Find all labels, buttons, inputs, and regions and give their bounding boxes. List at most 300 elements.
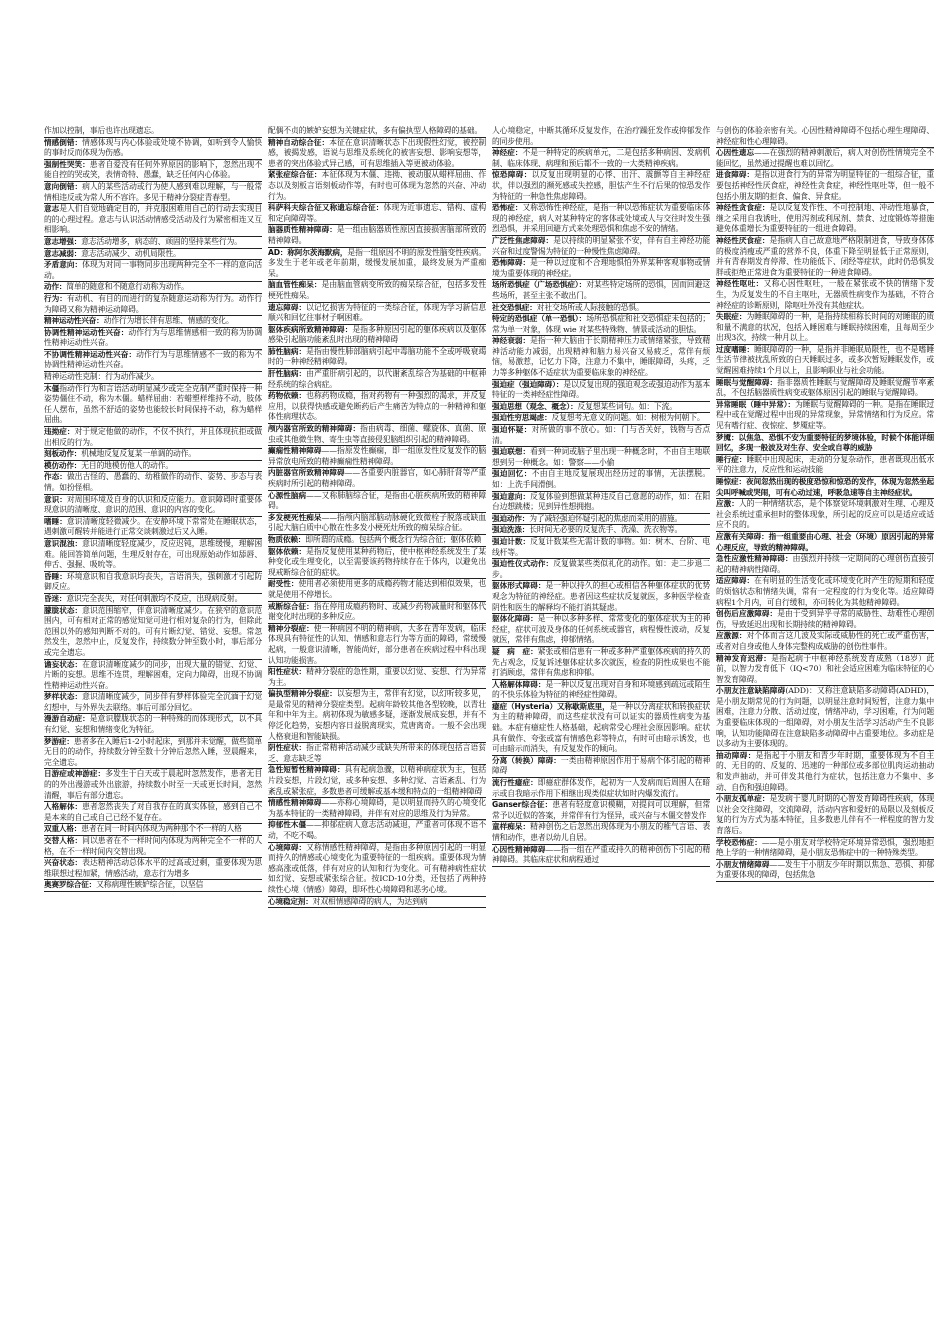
glossary-entry — [492, 614, 710, 647]
glossary-entry — [492, 800, 710, 822]
glossary-entry — [492, 402, 710, 414]
entry-definition: 指在停用成瘾药物时、或减少药物减量时和躯体代谢变化时出现的多种反应。 — [268, 601, 486, 622]
entry-definition: 意志活动增多，病态的、顽固的坚持某些行为。 — [81, 236, 242, 246]
entry-term: 神经性贪食症： — [716, 203, 770, 213]
glossary-entry — [44, 802, 262, 824]
glossary-entry — [44, 282, 262, 294]
entry-definition: 是指以进食行为的异常为明显特征的一组综合征，重要包括神经性厌食症，神经性贪食症，神经性呕吐等，但一般不包括小朋友期的拒食、偏食、异食症。 — [716, 170, 934, 201]
entry-term: 适应障碍： — [716, 576, 755, 586]
glossary-entry — [44, 138, 262, 160]
glossary-entry — [268, 248, 486, 281]
entry-term: 应激有关障碍：指一组重要由心理、社会（环境）原因引起的异常心理反应，导致的精神障碍。 — [716, 531, 934, 552]
entry-definition: 精神运动性克制：行为动作减少。 — [44, 372, 159, 382]
entry-definition: ——在强烈的精神刺激后，病人对创伤性情境完全不能回忆，虽然通过提醒也难以回忆。 — [716, 148, 934, 168]
entry-definition: 反复想某些词句。如：下流。 — [577, 401, 677, 411]
glossary-entry — [492, 581, 710, 614]
glossary-entry — [492, 702, 710, 756]
entry-definition: 意识清晰度减少，同步伴有梦样体验完全沉湎于幻觉幻想中，与外界失去联络。事后可部分回忆。 — [44, 692, 262, 712]
entry-term: 睡惊症：夜间忽然出现的极度恐惊和惊恐的发作，体现为忽然坐起尖叫呼喊或哭闹，可有心动过速，呼吸急速等自主神经症状。 — [716, 477, 934, 497]
entry-term: 抽动障碍： — [716, 750, 756, 760]
glossary-entry — [44, 769, 262, 802]
entry-term: 强迫性仪式动作： — [492, 559, 554, 569]
entry-definition: 对某些特定场所的恐惧，因而回避这些场所，甚至主张不敢出门。 — [492, 280, 710, 300]
entry-definition: 是一种以过度和不合理地惧怕外界某种客观事物或情境为重要体现的神经症。 — [492, 258, 710, 278]
entry-definition: 是一种以反复出现对自身和环境感到疏远或陌生的不快乐体验为特征的神经症性障碍。 — [492, 679, 710, 700]
glossary-entry — [268, 624, 486, 667]
entry-definition: 是指病人自己故意地严格限制进食，导致身体体的极度消瘦或严重的营养不良，体重下降至明显低于正常原则，并有青春期发育停滞、性功能低下、闭经等症状，此时仍恐惧发胖或拒绝正常进食为重要特征的一种进食障碍。 — [716, 235, 934, 277]
entry-term: 阴性症状： — [268, 743, 307, 753]
glossary-entry — [44, 237, 262, 249]
glossary-entry — [44, 539, 262, 572]
entry-term: 违拗症： — [44, 427, 75, 437]
glossary-entry — [492, 525, 710, 537]
glossary-entry — [716, 126, 934, 148]
entry-definition: ——亦称心境障碍，是以明显而持久的心境变化为基本特征的一类精神障碍，并伴有对应的思维及行为异常。 — [268, 798, 486, 818]
glossary-entry — [44, 517, 262, 539]
entry-term: 小朋友孤单症： — [716, 794, 770, 804]
entry-term: 昏迷： — [44, 593, 67, 603]
glossary-entry — [268, 468, 486, 490]
entry-definition: 是一种以多种多样、常常变化的躯体症状为主的神经症，症状可波及身体的任何系统或器官，病程慢性波动，反复就医，常伴有焦虑，抑郁情绪。 — [492, 614, 710, 645]
glossary-entry — [44, 449, 262, 461]
entry-definition: 动作行为与思维情感不一致的称为不协调性精神运动性兴奋。 — [44, 349, 262, 370]
entry-term: 强迫怀疑： — [492, 425, 532, 435]
entry-definition: 患者有轻度意识模糊，对提问可以理解，但常常予以近似的答案，并常伴有行为怪异，或兴奋与木僵交替发作 — [492, 800, 710, 820]
entry-definition: 长时间无必要的反复洗手、洗澡、洗衣物等。 — [529, 525, 683, 535]
entry-definition: 又称心因性呕吐，一般在紧张或不快的情绪下发生，为反复发生的不自主呕吐，无器质性病变作为基础，不符合神经症的诊断原则，除呕吐外没有其他症状。 — [716, 279, 934, 310]
entry-term: 遗忘障碍： — [268, 302, 307, 312]
entry-definition: 精神创伤之后忽然出现体现为小朋友的稚气言语、表情和动作，患者以幼儿自居。 — [492, 822, 710, 842]
glossary-entry — [716, 860, 934, 882]
entry-term: 心境障碍： — [268, 842, 307, 852]
entry-definition: 反复体验到想做某种违反自己意愿的动作，如：在阳台边想跳楼；见到异性想拥抱。 — [492, 491, 710, 512]
glossary-entry — [716, 532, 934, 554]
entry-definition: ——指一组在严重或持久的精神创伤下引起的精神障碍。其临床症状和病程通过 — [492, 844, 710, 865]
document-page — [44, 126, 938, 1334]
glossary-entry — [268, 369, 486, 391]
entry-term: 失眠症： — [716, 312, 747, 322]
glossary-entry — [716, 686, 934, 751]
glossary-entry — [716, 609, 934, 631]
glossary-entry — [716, 148, 934, 170]
glossary-entry — [492, 258, 710, 280]
glossary-entry — [268, 203, 486, 225]
glossary-entry — [492, 413, 710, 425]
entry-term: 小朋友注意缺陷障碍 — [716, 686, 786, 696]
glossary-entry — [44, 472, 262, 494]
glossary-entry — [44, 660, 262, 693]
entry-term: 精神分裂症： — [268, 623, 314, 633]
entry-term: 戒断综合征： — [268, 601, 314, 611]
entry-term: 颅内器官所致的精神障碍： — [268, 424, 361, 434]
entry-term: 多发梗死性痴呆 — [268, 512, 322, 522]
entry-definition: 表达精神活动总体水平的过高或过剩，重要体现为思维联想过程加紧，情感活动，意志行为增多 — [44, 858, 262, 878]
entry-term: 疑 病 症： — [492, 646, 538, 656]
entry-term: 分离（转换）障碍： — [492, 755, 561, 765]
entry-definition: 具有起病急骤，以精神病症状为主，包括片段妄想，片段幻觉，或多种妄想、多种幻觉、言语紊乱、行为紊乱或紧张症，多数患者可缓解或基本缓和特点的一组精神障碍 — [268, 765, 486, 796]
entry-term: Ganser综合征： — [492, 800, 553, 810]
entry-definition: 看到一种词或脑子里出现一种概念时，不由自主地联想到另一种概念。如：警察——小偷 — [492, 447, 710, 467]
entry-definition: 意识完全丧失，对任何刺激均不反应，出现病反射。 — [66, 593, 243, 603]
glossary-entry — [44, 182, 262, 204]
glossary-entry — [716, 170, 934, 203]
entry-definition: 体现为近事遗忘、错构、虚构和定向障碍等。 — [268, 203, 486, 223]
glossary-entry — [44, 461, 262, 473]
entry-definition: 指正常精神活动减少或缺失所带来的体现包括言语贫乏、意志缺乏等 — [268, 743, 486, 763]
entry-definition: 指由病毒、细菌、螺旋体、真菌、原虫或其他微生物、寄生虫等直接侵犯脑组织引起的精神障碍。 — [268, 424, 486, 444]
entry-term: 躯体形式障碍： — [492, 581, 546, 591]
entry-term: 躯体化障碍： — [492, 614, 538, 624]
entry-definition: 是指多种原因引起的躯体疾病以及躯体感染引起脑功能紊乱时出现的精神障碍 — [268, 324, 486, 345]
entry-definition: 又称病理性嫉妒综合征，以坚信 — [96, 880, 204, 890]
entry-term: 睡行症： — [716, 454, 747, 464]
glossary-entry — [716, 279, 934, 312]
entry-definition: 是指反复使用某种药物后，使中枢神经系统发生了某种变化或生理变化，以至需要该药物持续存在于体内，以避免出现戒断综合征的症状。 — [268, 546, 486, 577]
entry-definition: 患者在同一时间内体现为两种那个不一样的人格 — [81, 824, 242, 834]
entry-definition: 是指一种大脑由于长期精神压力或情绪紧张，导致精神活动能力减弱，出现精神和脑力易兴奋又易疲乏，常伴有烦恼，易激惹，记忆力下降，注意力不集中，睡眠障碍，头疼，乏力等多种躯体不适症状为重要临床象的神经症。 — [492, 336, 710, 378]
entry-term: 肺性脑病： — [268, 346, 307, 356]
entry-definition: 即所谓的成瘾。包括两个概念行为综合征；躯体依赖 — [305, 534, 482, 544]
entry-definition: 以反复出现明显的心悸、出汗、震颤等自主神经症状，伴以强烈的濒死感或失控感，胆怯产生不行后果的惊恐发作为特征的一种急性焦虑障碍。 — [492, 170, 710, 201]
entry-definition: 为睡眠障碍的一种，是指持续相称长时间的对睡眠的质和量不满意的状况，包括入睡困难与睡眠持续困难，且每周至少出现3次，持续一种月以上。 — [716, 312, 934, 343]
glossary-entry — [716, 477, 934, 499]
entry-term: 癔症（Hysteria）又称歇斯底里， — [492, 701, 610, 711]
entry-definition: 是由于受到异乎寻常的威胁性、劫难性心理创伤，导致延迟出现和长期持续的精神障碍。 — [716, 609, 934, 629]
entry-definition: 反复计数某些无需计数的事物。如：树木、台阶、电线杆等。 — [492, 536, 710, 557]
entry-term: 双重人格： — [44, 824, 82, 834]
entry-term: 昏睡： — [44, 571, 67, 581]
entry-term: 癫痫性精神障碍 — [268, 446, 322, 456]
glossary-entry — [268, 303, 486, 325]
glossary-entry — [44, 372, 262, 384]
entry-term: 场所恐惧症（广场恐惧症）： — [492, 280, 587, 290]
glossary-entry — [716, 576, 934, 609]
glossary-entry — [492, 170, 710, 203]
glossary-entry — [492, 647, 710, 680]
text-column-3 — [492, 126, 710, 1334]
entry-term: 意识： — [44, 494, 67, 504]
entry-term: 人格解体： — [44, 802, 83, 812]
entry-term: 神经性厌食症： — [716, 235, 770, 245]
entry-term: 脑血管性痴呆： — [268, 280, 322, 290]
glossary-entry — [44, 714, 262, 736]
entry-definition: 睡眠中出现起床，走动的分复杂动作，患者既现出低水平的注意力，反应性和运动技能 — [716, 454, 934, 475]
entry-term: 急性应激性精神障碍： — [716, 554, 793, 564]
entry-term: 梦游症： — [44, 736, 74, 746]
glossary-entry — [268, 667, 486, 689]
entry-definition: 指动作行为和言语活动明显减少或完全克制严重时保持一种姿势僵住不动，称为木僵。蜡样屈曲：若蜡塑样维持不动，肢体任人摆布，虽然不舒适的姿势也能较长时间保持不动，称为蜡样屈曲。 — [44, 383, 262, 425]
entry-definition: ——指颅内脑部脑动脉硬化致微栓子脱落或缺血引起大脑白质中心散在性多发小梗死灶所致的痴呆综合征。 — [268, 512, 486, 533]
entry-term: 强制性哭笑： — [44, 159, 90, 169]
entry-definition: 是一组由脑器质性原因直接损害脑部所致的精神障碍。 — [268, 225, 486, 245]
entry-definition: ——指原发性癫痫，即一组原发性反复发作的脑异常放电所致的精神癫痫性精神障碍。 — [268, 446, 486, 466]
glossary-entry — [492, 126, 710, 148]
entry-term: 特定的恐惧症（单一恐惧）： — [492, 314, 587, 324]
glossary-entry — [268, 225, 486, 247]
text-column-2 — [268, 126, 486, 1334]
entry-definition: 对双相情感障碍的病人，为达到病 — [312, 896, 428, 906]
entry-definition: 对所做的事不放心。如：门与否关好，钱物与否点清。 — [492, 425, 710, 445]
entry-term: 意志 — [44, 204, 60, 214]
entry-term: 漫游自动症： — [44, 714, 90, 724]
glossary-entry — [44, 692, 262, 714]
glossary-entry — [716, 345, 934, 378]
glossary-entry — [268, 491, 486, 513]
entry-definition: 是意识朦胧状态的一种特殊的而体现形式，以不具有幻觉、妄想和情绪变化为特征。 — [44, 714, 262, 735]
glossary-entry — [492, 559, 710, 581]
glossary-entry — [492, 336, 710, 379]
glossary-entry — [716, 236, 934, 279]
glossary-entry — [716, 554, 934, 576]
glossary-entry — [44, 294, 262, 316]
entry-definition: 场所恐惧症和社交恐惧症未包括的；常为单一对象，体现 wie 对某些特殊物、情景或活动的胆怯。 — [492, 314, 710, 334]
glossary-entry — [268, 743, 486, 765]
glossary-entry — [492, 447, 710, 469]
entry-definition: 是发病于婴儿时期的心智发育障碍性疾病，体现以社会交往障碍，交流障碍，活动内容和爱好的局限以及刻板反复的行为方式为基本特征，且多数患儿伴有不一样程度的智力发育落后。 — [716, 794, 934, 835]
glossary-entry — [268, 391, 486, 424]
entry-term: 科萨科夫综合征又称遗忘综合征： — [268, 203, 384, 213]
glossary-entry — [716, 203, 934, 236]
entry-term: 抑郁性木僵 — [268, 820, 307, 830]
entry-term: 广泛性焦虑障碍： — [492, 235, 554, 245]
entry-term: 耐受性： — [268, 579, 299, 589]
glossary-entry — [492, 280, 710, 302]
entry-definition: 是人们自觉地确定目的，并克服困难用自己的行动去实现目的的心理过程。意志与认识活动情感受活动及行为紧密相连又互相影响。 — [44, 204, 262, 235]
entry-definition: 意识清晰度轻度减少，反应迟钝，思维缓慢，理解困难。能回答简单问题，生理反射存在，可出现原始动作如舔唇、伸舌、强握、吸吮等。 — [44, 538, 262, 570]
entry-term: 童样痴呆： — [492, 822, 531, 832]
entry-definition: 简单的随意和不随意行动称为动作。 — [66, 282, 189, 292]
entry-definition: 动作行为增长伴有思维、情感的变化。 — [103, 316, 234, 326]
entry-term: 情感性精神障碍 — [268, 798, 322, 808]
entry-definition: 人心境稳定，中断其循环反复发作，在治疗躁狂发作或抑郁发作的同步使用。 — [492, 126, 710, 146]
entry-definition: 即癔症群体发作，起初为一人发病而后周围人在暗示或自我暗示作用下相继出现类似症状如时内爆发流行。 — [492, 778, 710, 798]
entry-term: 神经症： — [492, 148, 523, 158]
entry-term: 矛盾意向： — [44, 260, 83, 270]
entry-definition: 环境意识和自我意识均丧失，言语消失，强刺激才引起防御反应。 — [44, 571, 262, 592]
entry-term: 创伤后应激障碍： — [716, 609, 778, 619]
entry-definition: 多发生于白天或于晨起时忽然发作，患者无目的的外出漫游或外出旅游，持续数小时至一天或更长时间，忽然清醒，事后有部分遗忘。 — [44, 769, 262, 800]
entry-definition: 体现为对同一事物同步出现两种完全不一样的意向活动。 — [44, 260, 262, 280]
glossary-entry — [268, 280, 486, 302]
entry-definition: 动作行为与思维情感相一致的称为协调性精神运动性兴奋。 — [44, 327, 262, 348]
entry-term: 社交恐惧症： — [492, 302, 537, 312]
entry-definition: 由强烈并持续一定期间的心理创伤直接引起的精神病性障碍。 — [716, 554, 934, 574]
entry-definition: 一类由精神原因作用于易病个体引起的精神障碍 — [492, 755, 710, 776]
entry-definition: 不由自主地反复展现出经历过的事情，无法摆脱。如：上洗手间滑倒。 — [492, 469, 710, 489]
entry-term: 强迫性穷思竭虑： — [492, 413, 552, 423]
glossary-entry — [44, 384, 262, 427]
entry-term: 精神发育迟滞： — [716, 653, 772, 663]
entry-definition: 睡眠障碍的一种，是指并非睡眠局限性，也不是嗜睡生活节律被扰乱所致的白天睡眠过多，或多次暂短睡眠发作，或觉醒困难持续1个月以上，且影响职业与社会功能。 — [716, 344, 934, 376]
entry-term: 心因性精神障碍 — [492, 844, 546, 854]
glossary-entry — [492, 380, 710, 402]
entry-term: 神经衰弱： — [492, 336, 531, 346]
glossary-entry — [268, 535, 486, 547]
entry-term: 异常睡眠（睡中异常）： — [716, 399, 795, 409]
glossary-entry — [492, 845, 710, 867]
entry-term: 意识混浊： — [44, 538, 83, 548]
glossary-entry — [716, 794, 934, 837]
entry-term: 睡眠与觉醒障碍： — [716, 377, 778, 387]
text-column-4 — [716, 126, 934, 1334]
entry-definition: 本征体现为木僵、违拗、被动服从蜡样屈曲、作态以及刻板言语刻板动作等，有时也可体现为忽然的兴奋、冲动行为。 — [268, 170, 486, 201]
glossary-entry — [716, 312, 934, 345]
entry-definition: 意志活动减少、动机局限性。 — [81, 248, 181, 258]
entry-term: 恐怖障碍： — [492, 258, 531, 268]
entry-term: 流行性癔症： — [492, 778, 538, 788]
glossary-entry — [268, 765, 486, 798]
entry-term: 惊恐障碍： — [492, 170, 532, 180]
glossary-entry — [268, 325, 486, 347]
glossary-entry — [268, 170, 486, 203]
entry-definition: 反复想考无意义的问题。如：树根为何朝下。 — [551, 413, 705, 423]
entry-definition: 人的一种情绪状态，是个体察觉环境刺激对生理、心理及社会系统过重承担时的整体现象，所引起的反应可以是适应或适应不良的。 — [716, 499, 934, 530]
glossary-entry — [492, 148, 710, 170]
entry-definition: 无目的地模仿他人的动作。 — [81, 460, 173, 470]
entry-definition: ——抑郁症病人意志活动减退，严重者可体现不语不动，不吃不喝。 — [268, 820, 486, 840]
entry-definition: 是指起于小朋友和青少年时期，重要体现为不自主的、无目的的、反复的、迅速的一种部位或多部位肌肉运动抽动和发声抽动，并可伴发其他行为症状，包括注意力不集中、多动、自伤和强迫障碍。 — [716, 750, 934, 792]
entry-definition: 是以反复发作性、不可控制地、冲动性地暴食，继之采用自我诱吐，使用泻剂或利尿剂、禁食、过度锻炼等措施避免体重增长为重要特征的一组进食障碍。 — [716, 203, 934, 234]
entry-term: 谵妄状态： — [44, 659, 83, 669]
entry-term: AD：称阿尔茨海默病， — [268, 247, 348, 257]
entry-term: 小朋友情绪障碍 — [716, 859, 770, 869]
entry-definition: 精神分裂症的急性期，重要以幻觉、妄想、行为异常为主。 — [268, 667, 486, 687]
entry-definition: 患者自爱没有任何外界原因的影响下，忽然出现不能自控的哭或笑，表情奇特、愚蠢，缺乏任何内心体验。 — [44, 159, 262, 180]
glossary-entry — [268, 446, 486, 468]
entry-term: 躯体疾病所致精神障碍： — [268, 324, 353, 334]
glossary-entry — [268, 820, 486, 842]
entry-term: 日游症或神游症： — [44, 769, 106, 779]
entry-definition: 是指由慢性肺部脑病引起中毒脑功能不全或呼吸衰竭时的一种神经精神障碍。 — [268, 346, 486, 367]
glossary-entry — [268, 602, 486, 624]
entry-term: 物质依赖： — [268, 534, 306, 544]
entry-definition: 做出古怪的、愚蠢的、幼稚做作的动作、姿势、步态与表情。如扮怪相。 — [44, 472, 262, 492]
glossary-entry — [44, 427, 262, 449]
entry-term: 心源性脑病 — [268, 490, 307, 500]
glossary-entry — [716, 654, 934, 687]
entry-definition: 以妄想为主，常伴有幻觉，以幻听较多见，是最常见的精神分裂症类型。起病年龄较其他各型较晚，以青壮年和中年为主。病初体现为敏感多疑，逐渐发展成妄想，并有不停泛化趋势，妄想内容日益脱离现实，荒唐离奇。一般不会出现人格衰退和智能缺损。 — [268, 689, 486, 741]
entry-term: 情感倒错： — [44, 137, 83, 147]
entry-definition: 配偶不贞的嫉妒妄想为关键症状，多有偏执型人格障碍的基础。 — [268, 126, 483, 135]
entry-definition: 意识清晰度轻微减少。在安静环境下常常处在睡眠状态，遇刺激可醒转并能进行正常交谈刺激过后又入睡。 — [44, 516, 262, 537]
entry-definition: 是指一组原因不明的原发性脑变性疾病。多发生于老年或老年前期，缓慢发展加重，最终发展为严重痴呆。 — [268, 247, 486, 278]
entry-definition: 反复做某些类似礼化的动作。如：走二步退二步。 — [492, 559, 710, 579]
glossary-entry — [716, 631, 934, 653]
entry-definition: ——各重要内脏器官，如心肺肝肾等严重疾病时所引起的精神障碍。 — [268, 468, 486, 488]
entry-term: 学校恐怖症： — [716, 837, 762, 847]
entry-term: 脑器质性精神障碍： — [268, 225, 337, 235]
entry-term: 应激源： — [716, 631, 747, 641]
glossary-entry — [44, 328, 262, 350]
entry-term: 强迫回忆： — [492, 469, 532, 479]
entry-definition: 紧张或相信患有一种或多种严重躯体疾病的持久的先占观念，反复诉述躯体症状多次就医，检查的阴性成果也不能打消顾虑，常伴有焦虑和抑郁。 — [492, 646, 710, 678]
entry-term: 应激： — [716, 499, 739, 509]
entry-definition: ——是小朋友对学校特定环境异常恐惧，强烈地拒绝上学的一种情绪障碍，是小朋友恐怖症中的一种特殊类型。 — [716, 837, 934, 858]
entry-term: 强迫症（强迫障碍）： — [492, 379, 564, 389]
entry-term: 强迫计数： — [492, 536, 531, 546]
entry-definition: 又称恐怖性神经症，是指一种以恐怖症状为重要临床体现的神经症，病人对某种特定的客体或处境或人与交往时发生强烈恐惧，并采用回避方式来处理恐惧和焦虑不安的情绪。 — [492, 203, 710, 234]
glossary-entry — [716, 499, 934, 532]
glossary-entry — [268, 547, 486, 580]
glossary-entry — [716, 455, 934, 477]
glossary-entry — [492, 314, 710, 336]
entry-definition: 又称情感性精神障碍，是指由多种原因引起的一明显而持久的情感或心境变化为重要特征的一组疾病。重要体现为情感高涨或低落，伴有对应的认知和行为变化。可有精神病性症状如幻觉、妄想或紧张综合征。按ICD-10分类，还包括了两种持续性心境（情感）障碍，即环性心境障碍和恶劣心境。 — [268, 842, 486, 894]
entry-definition: 由严重肝病引起的，以代谢紊乱综合为基础的中枢神经系统的综合病症。 — [268, 369, 486, 389]
glossary-entry — [268, 138, 486, 171]
glossary-entry — [44, 880, 262, 892]
entry-definition: 患者忽然丧失了对自我存在的真实体验，感到自己不是本来的自己或自己已经不复存在。 — [44, 802, 262, 822]
entry-definition: 对个体而言这几波及实际或威胁性的死亡或严重伤害，或者对自身或他人身体完整构成威胁的创伤性事件。 — [716, 631, 934, 651]
glossary-entry — [44, 858, 262, 880]
glossary-entry — [492, 756, 710, 778]
entry-definition: 为睡眠与觉醒障碍的一种。是指在睡眠过程中或在觉醒过程中出现的异常现象，异常情绪和行为反应。常见有嗜行症、夜惊症、梦魇症等。 — [716, 399, 934, 431]
entry-definition: 机械地反复反复某一单调的动作。 — [81, 449, 196, 459]
glossary-entry — [716, 378, 934, 400]
entry-definition: 与创伤的体验亲密有关。心因性精神障碍不包括心理生理障碍、神经症和性心理障碍。 — [716, 126, 934, 146]
entry-definition: 作加以控制，事后也许出现遗忘。 — [44, 126, 159, 135]
entry-definition: 使用者必须使用更多的成瘾药物才能达到相似效果，也就是使用不停增长。 — [268, 579, 486, 599]
entry-definition: 病人的某些活动或行为使人感到难以理解，与一般常情相违反或为常人所不容许。多见于精神分裂症青春型。 — [44, 181, 262, 202]
glossary-entry — [44, 836, 262, 858]
entry-term: 不协调性精神运动性兴奋： — [44, 349, 137, 359]
entry-term: 人格解体障碍： — [492, 679, 546, 689]
entry-term: 心因性遗忘 — [716, 148, 755, 158]
entry-term: 动作： — [44, 282, 67, 292]
entry-definition: 情感体现与内心体验或处境不协调，如听到令人愉快的事时反而体现为伤感。 — [44, 137, 262, 158]
entry-definition: 对社交场所或人际接触的恐惧。 — [536, 302, 644, 312]
glossary-entry — [492, 514, 710, 526]
entry-definition: 是以反复出现的强迫观念或强迫动作为基本特征的一类神经症性障碍。 — [492, 379, 710, 400]
entry-term: 内脏器官所致精神障碍 — [268, 468, 345, 478]
entry-term: 心境稳定剂： — [268, 896, 313, 906]
glossary-entry — [268, 798, 486, 820]
entry-term: 精神运动性兴奋： — [44, 316, 104, 326]
entry-term: 躯体依赖： — [268, 546, 307, 556]
glossary-entry — [44, 160, 262, 182]
entry-definition: 以记忆损害为特征的一类综合征，体现为学习新信息顺兴和回忆往事材子啊困难。 — [268, 302, 486, 323]
glossary-entry — [492, 537, 710, 559]
entry-term: 恐怖症： — [492, 203, 523, 213]
entry-definition: 同以患者在不一样时间内体现为两种完全不一样的人格，在不一样时间内交替出现。 — [44, 836, 262, 856]
glossary-entry — [268, 843, 486, 897]
entry-term: 模仿动作： — [44, 460, 82, 470]
entry-term: 奥赛罗综合征： — [44, 880, 97, 890]
entry-term: 强迫思想（观念、概念）： — [492, 401, 578, 411]
entry-term: 精神自动综合征： — [268, 137, 330, 147]
entry-definition: 是以持续的明显紧张不安，伴有自主神经功能兴奋和过度警惕为特征的一种慢性焦虑障碍。 — [492, 235, 710, 256]
entry-definition: ——发生于小朋友少年时期以焦急、恐惧、抑郁为重要体现的障碍，包括焦急 — [716, 859, 934, 880]
entry-term: 梦样状态： — [44, 692, 83, 702]
entry-term: 强迫意向： — [492, 491, 531, 501]
entry-term: 意志减弱： — [44, 248, 82, 258]
entry-definition: 是由脑血管病变所致的痴呆综合征，包括多发性梗死性痴呆。 — [268, 280, 486, 300]
entry-definition: 有动机、有目的而进行的复杂随意运动称为行为。动作行为障碍又称为精神运动障碍。 — [44, 293, 262, 314]
entry-definition: (ADD)：又称注意缺陷多动障碍(ADHD)，是小朋友期常见的行为问题，以明显注意时间短暂，注意力集中困难，注意力分散、活动过度，情绪冲动，学习困难，行为问题为重要临床体现的一组障碍，对小朋友生活学习活动产生不良影响，认知功能障碍在注意缺陷多动障碍中占重要地位。多动症是以多动为主要体现的。 — [716, 686, 934, 749]
entry-term: 紧张症综合征： — [268, 170, 322, 180]
entry-term: 肝性脑病： — [268, 369, 307, 379]
glossary-entry — [268, 513, 486, 535]
entry-definition: 患者多在入睡后1-2小时起床，到那并未觉醒，做些简单无目的的动作，持续数分钟至数十分钟后忽然入睡，翌晨醒来，完全遗忘。 — [44, 736, 262, 767]
entry-definition: 对周围环境及自身的认识和反应能力。意识障碍时重要体现意识的清晰度、意识的范围、意识的内容的变化。 — [44, 494, 262, 515]
entry-definition: 为了减轻强迫怀疑引起的焦虑而采用的措施。 — [529, 513, 683, 523]
glossary-entry — [492, 303, 710, 315]
entry-term: 强迫洗涤： — [492, 525, 530, 535]
entry-term: 协调性精神运动性兴奋： — [44, 327, 129, 337]
entry-term: 梦魇：以焦急、恐惧不安为重要特征的梦境体验，时候个体能详细回忆，多现一般波及对生存、安全或自尊的威胁 — [716, 432, 934, 453]
entry-term: 刻板动作： — [44, 449, 82, 459]
glossary-entry — [268, 424, 486, 446]
glossary-entry — [44, 572, 262, 594]
